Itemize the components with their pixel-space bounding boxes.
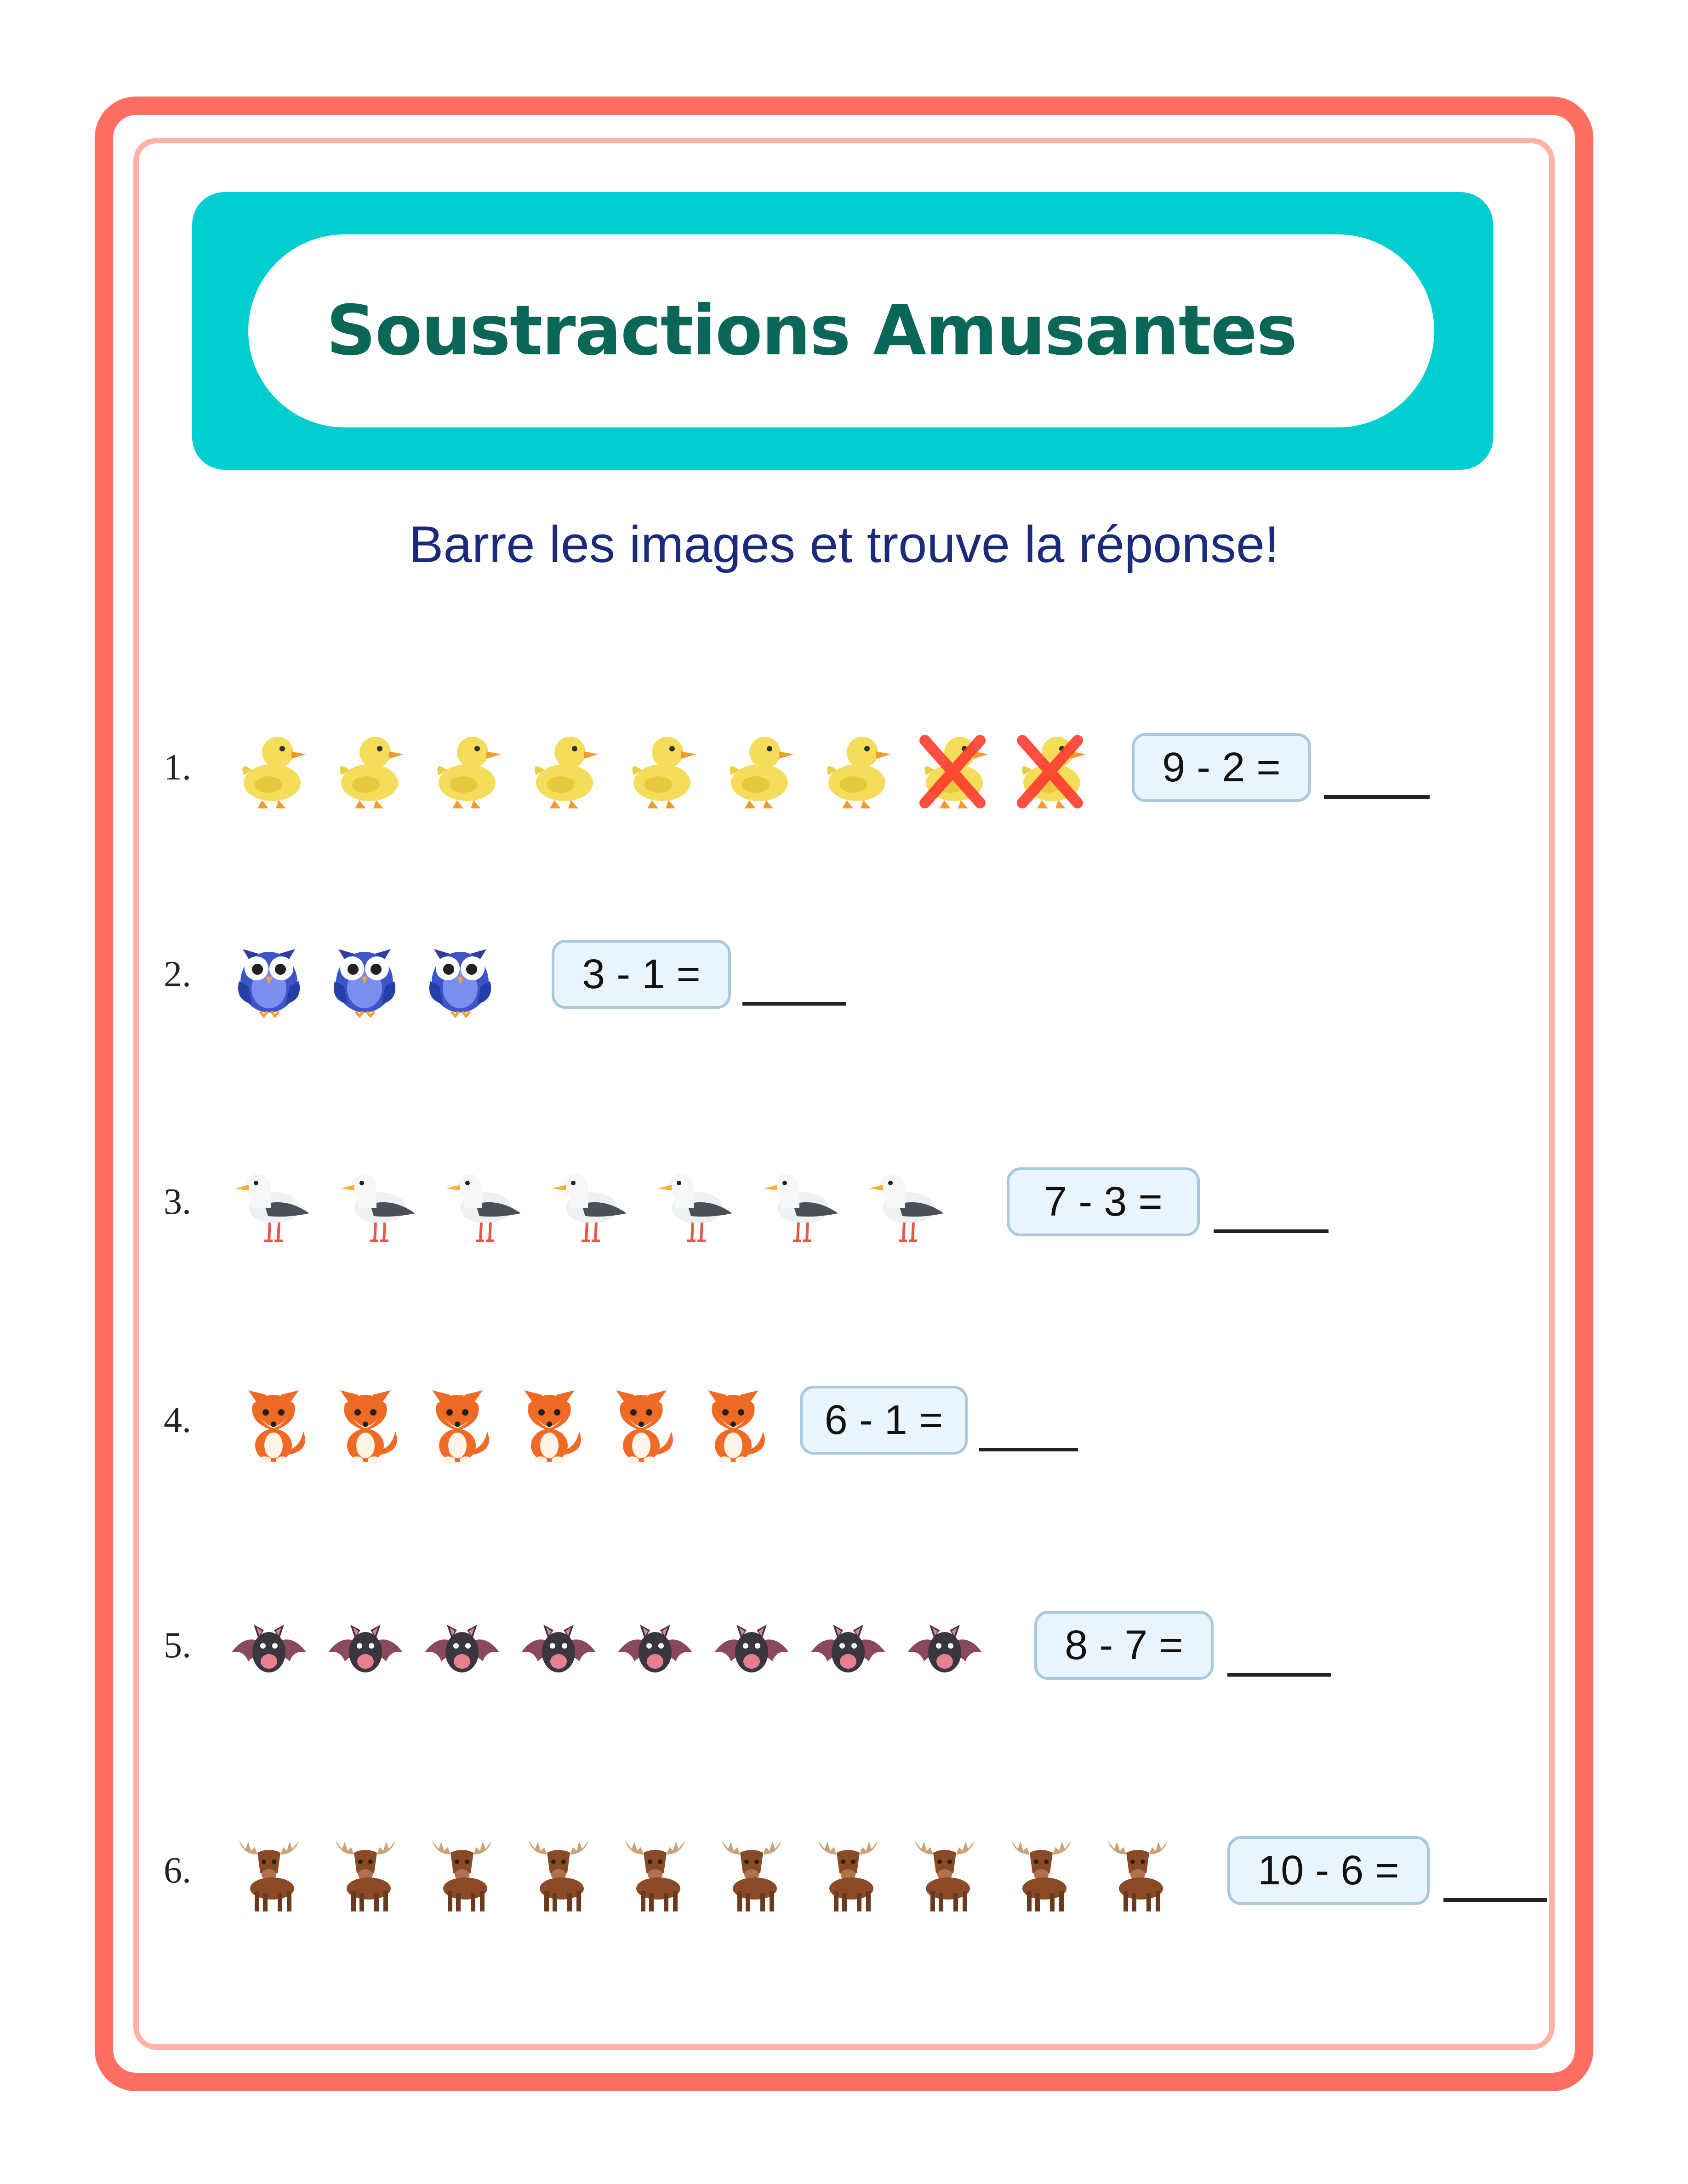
seagull-icon[interactable] <box>444 1158 522 1246</box>
moose-icon[interactable] <box>423 1827 501 1914</box>
seagull-icon[interactable] <box>761 1158 839 1246</box>
bat-icon[interactable] <box>423 1602 501 1689</box>
duck-icon[interactable] <box>1009 724 1088 811</box>
moose-icon[interactable] <box>713 1827 791 1914</box>
seagull-icon[interactable] <box>655 1158 733 1246</box>
duck-icon[interactable] <box>717 724 795 811</box>
bat-icon[interactable] <box>906 1602 984 1689</box>
equation-box: 8 - 7 = <box>1034 1611 1214 1680</box>
problem-number: 2. <box>164 954 191 995</box>
equation-box: 9 - 2 = <box>1132 733 1311 802</box>
fox-icon[interactable] <box>602 1376 680 1464</box>
answer-blank[interactable] <box>1214 1229 1329 1233</box>
problem-number: 1. <box>164 747 191 788</box>
fox-icon[interactable] <box>326 1376 405 1464</box>
equation-box: 3 - 1 = <box>552 940 731 1009</box>
owl-icon[interactable] <box>421 931 499 1018</box>
owl-icon[interactable] <box>325 931 404 1018</box>
moose-icon[interactable] <box>809 1827 887 1914</box>
answer-blank[interactable] <box>1324 795 1430 799</box>
duck-icon[interactable] <box>620 724 698 811</box>
answer-blank[interactable] <box>1227 1673 1331 1677</box>
problem-number: 5. <box>164 1625 191 1666</box>
duck-icon[interactable] <box>912 724 990 811</box>
moose-icon[interactable] <box>326 1827 405 1914</box>
moose-icon[interactable] <box>906 1827 984 1914</box>
seagull-icon[interactable] <box>232 1158 310 1246</box>
equation-box: 7 - 3 = <box>1007 1167 1200 1236</box>
duck-icon[interactable] <box>230 724 308 811</box>
fox-icon[interactable] <box>234 1376 313 1464</box>
fox-icon[interactable] <box>510 1376 588 1464</box>
duck-icon[interactable] <box>425 724 503 811</box>
fox-icon[interactable] <box>694 1376 772 1464</box>
bat-icon[interactable] <box>519 1602 598 1689</box>
answer-blank[interactable] <box>979 1448 1078 1451</box>
duck-icon[interactable] <box>815 724 893 811</box>
answer-blank[interactable] <box>1443 1898 1547 1902</box>
moose-icon[interactable] <box>1002 1827 1080 1914</box>
owl-icon[interactable] <box>230 931 308 1018</box>
moose-icon[interactable] <box>616 1827 694 1914</box>
duck-icon[interactable] <box>522 724 600 811</box>
page-title: Soustractions Amusantes <box>326 291 1297 371</box>
bat-icon[interactable] <box>713 1602 791 1689</box>
instruction-text: Barre les images et trouve la réponse! <box>409 516 1279 573</box>
problem-number: 6. <box>164 1850 191 1891</box>
seagull-icon[interactable] <box>338 1158 416 1246</box>
seagull-icon[interactable] <box>549 1158 627 1246</box>
bat-icon[interactable] <box>230 1602 308 1689</box>
duck-icon[interactable] <box>327 724 405 811</box>
equation-box: 6 - 1 = <box>800 1386 968 1455</box>
fox-icon[interactable] <box>418 1376 496 1464</box>
equation-box: 10 - 6 = <box>1227 1836 1430 1905</box>
moose-icon[interactable] <box>230 1827 308 1914</box>
answer-blank[interactable] <box>742 1002 846 1006</box>
bat-icon[interactable] <box>326 1602 405 1689</box>
bat-icon[interactable] <box>809 1602 887 1689</box>
moose-icon[interactable] <box>1099 1827 1177 1914</box>
problem-number: 3. <box>164 1182 191 1222</box>
bat-icon[interactable] <box>616 1602 694 1689</box>
problem-number: 4. <box>164 1400 191 1440</box>
moose-icon[interactable] <box>519 1827 598 1914</box>
seagull-icon[interactable] <box>867 1158 945 1246</box>
